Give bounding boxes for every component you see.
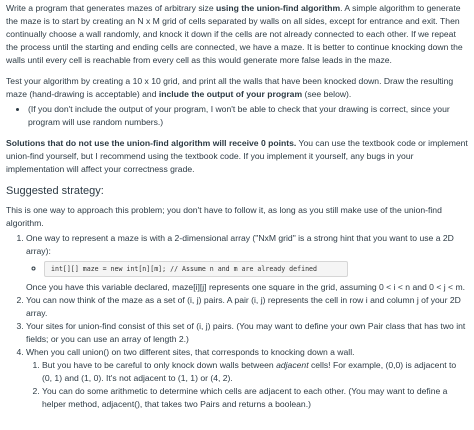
text-span: . A simple algorithm to generate the maze is to start by creating an N x M grid of cells separated by walls on all sides, except for entrance and exit. Then continually choose a wall randomly, and knock it down if the cells are not already connected to each other. If we repeat the process until the starting and ending cells are connected, we have a maze. It is better to continue knocking down the walls until every cell is reachable from every cell as this would generate more false leads in the maze.: [6, 3, 463, 65]
strategy-item-4: [26, 346, 468, 411]
sub-item-1: [42, 359, 468, 385]
code-item: [44, 261, 468, 277]
item-1-followup: Once you have this variable declared, maze[i][j] represents one square in the grid, assuming 0 < i < n and 0 < j < m.: [26, 282, 466, 292]
sub-item-2: 2. You can do some arithmetic to determine which cells are adjacent to each other. (You may want to define a helper method, adjacent(), that takes two Pairs and returns a boolean.): [42, 385, 468, 411]
strategy-sublist: [26, 359, 468, 411]
text-span: But you have to be careful to only knock down walls between: [42, 360, 277, 370]
text-span: Write a program that generates mazes of arbitrary size: [6, 3, 216, 13]
strategy-item-3: 3. Your sites for union-find consist of this set of (i, j) pairs. (You may want to define your own Pair class that has two int fields; or you can use an array of length 2.): [26, 320, 468, 346]
strategy-item-1: [26, 232, 468, 294]
text-span: (see below).: [302, 89, 352, 99]
test-paragraph: [6, 75, 468, 101]
item-text: One way to represent a maze is with a 2-dimensional array ("NxM grid" is a strong hint that you want to use a 2D array):: [26, 233, 454, 256]
text-span: cells! For example, (0,0) is adjacent to (0, 1) and (1, 0). It's not adjacent to (1, 1) or (4, 2).: [42, 360, 457, 383]
note-list: [6, 103, 468, 129]
strategy-item-2: 2. You can now think of the maze as a set of (i, j) pairs. A pair (i, j) represents the cell in row i and column j of your 2D array.: [26, 294, 468, 320]
item-text: When you call union() on two different sites, that corresponds to knocking down a wall.: [26, 347, 355, 357]
code-snippet: int[][] maze = new int[n][m]; // Assume n and m are already defined: [44, 261, 348, 277]
code-list: [26, 261, 468, 277]
strategy-list: [6, 232, 468, 411]
bold-text: include the output of your program: [158, 89, 303, 99]
solutions-paragraph: [6, 137, 468, 176]
text-span: Test your algorithm by creating a 10 x 10 grid, and print all the walls that have been knocked down. Draw the resulting maze (hand-drawing is acceptable) and: [6, 76, 454, 99]
text-span: You can use the textbook code or implement union-find yourself, but I recommend using the textbook code. If you implement it yourself, any bugs in your implementation will affect your correctness grade.: [6, 138, 468, 174]
bold-text: using the union-find algorithm: [216, 3, 341, 13]
italic-text: adjacent: [276, 360, 309, 370]
strategy-intro: This is one way to approach this problem; you don't have to follow it, as long as you still make use of the union-find algorithm.: [6, 205, 442, 228]
bold-text: Solutions that do not use the union-find algorithm will receive 0 points.: [6, 138, 297, 148]
intro-paragraph: [6, 2, 468, 67]
strategy-heading: Suggested strategy:: [6, 185, 104, 197]
note-item: • (If you don't include the output of your program, I won't be able to check that your drawing is correct, since your program will use random numbers.): [28, 103, 468, 129]
